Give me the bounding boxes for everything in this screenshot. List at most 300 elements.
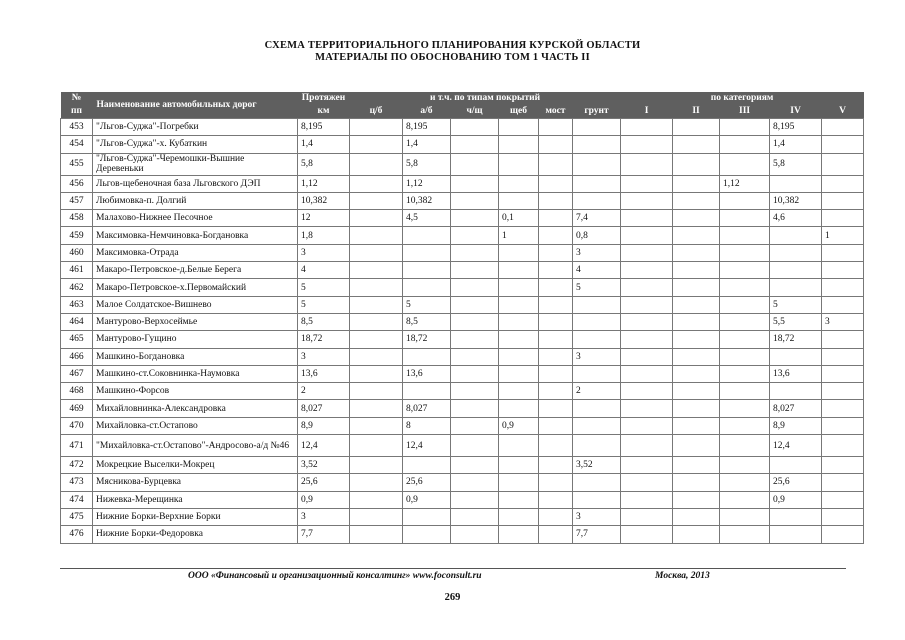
cat-3-cell bbox=[720, 526, 770, 543]
length-km-cell: 8,5 bbox=[298, 313, 350, 330]
most-cell bbox=[539, 383, 573, 400]
cat-4-cell bbox=[770, 262, 822, 279]
chc-cell bbox=[451, 227, 499, 244]
shcheb-cell bbox=[499, 175, 539, 192]
cat-3-cell bbox=[720, 417, 770, 434]
cb-cell bbox=[350, 119, 403, 136]
ab-cell: 12,4 bbox=[403, 435, 451, 457]
chc-cell bbox=[451, 331, 499, 348]
header-cat-4: IV bbox=[770, 105, 822, 119]
cat-1-cell bbox=[621, 296, 673, 313]
shcheb-cell bbox=[499, 526, 539, 543]
grunt-cell bbox=[573, 365, 621, 382]
chc-cell bbox=[451, 262, 499, 279]
shcheb-cell bbox=[499, 296, 539, 313]
cat-4-cell: 10,382 bbox=[770, 192, 822, 209]
length-km-cell: 7,7 bbox=[298, 526, 350, 543]
cat-2-cell bbox=[673, 279, 720, 296]
most-cell bbox=[539, 279, 573, 296]
cat-4-cell: 1,4 bbox=[770, 136, 822, 153]
chc-cell bbox=[451, 296, 499, 313]
road-name-cell: Машкино-Форсов bbox=[93, 383, 298, 400]
cat-1-cell bbox=[621, 279, 673, 296]
cat-3-cell bbox=[720, 435, 770, 457]
most-cell bbox=[539, 227, 573, 244]
cb-cell bbox=[350, 192, 403, 209]
cat-5-cell bbox=[822, 262, 864, 279]
ab-cell: 0,9 bbox=[403, 491, 451, 508]
cat-2-cell bbox=[673, 400, 720, 417]
cat-4-cell: 18,72 bbox=[770, 331, 822, 348]
cb-cell bbox=[350, 435, 403, 457]
table-row bbox=[61, 313, 864, 330]
road-name-cell: Любимовка-п. Долгий bbox=[93, 192, 298, 209]
length-km-cell: 2 bbox=[298, 383, 350, 400]
ab-cell bbox=[403, 279, 451, 296]
row-num-cell: 456 bbox=[61, 175, 93, 192]
ab-cell: 18,72 bbox=[403, 331, 451, 348]
table-row bbox=[61, 153, 864, 175]
cat-1-cell bbox=[621, 348, 673, 365]
shcheb-cell bbox=[499, 457, 539, 474]
most-cell bbox=[539, 313, 573, 330]
chc-cell bbox=[451, 279, 499, 296]
footer-divider bbox=[60, 568, 846, 569]
header-surface-group: и т.ч. по типам покрытий bbox=[350, 92, 621, 105]
cat-5-cell bbox=[822, 153, 864, 175]
cat-2-cell bbox=[673, 136, 720, 153]
cat-3-cell bbox=[720, 348, 770, 365]
shcheb-cell bbox=[499, 491, 539, 508]
chc-cell bbox=[451, 192, 499, 209]
road-name-cell: Мантурово-Гущино bbox=[93, 331, 298, 348]
chc-cell bbox=[451, 491, 499, 508]
grunt-cell: 3,52 bbox=[573, 457, 621, 474]
chc-cell bbox=[451, 526, 499, 543]
ab-cell: 8,027 bbox=[403, 400, 451, 417]
cat-4-cell: 5,8 bbox=[770, 153, 822, 175]
ab-cell: 8,195 bbox=[403, 119, 451, 136]
table-row bbox=[61, 331, 864, 348]
grunt-cell bbox=[573, 119, 621, 136]
grunt-cell: 5 bbox=[573, 279, 621, 296]
road-name-cell: Машкино-Богдановка bbox=[93, 348, 298, 365]
cb-cell bbox=[350, 365, 403, 382]
grunt-cell bbox=[573, 136, 621, 153]
ab-cell bbox=[403, 383, 451, 400]
cat-4-cell: 0,9 bbox=[770, 491, 822, 508]
length-km-cell: 13,6 bbox=[298, 365, 350, 382]
shcheb-cell: 0,9 bbox=[499, 417, 539, 434]
table-row bbox=[61, 457, 864, 474]
length-km-cell: 0,9 bbox=[298, 491, 350, 508]
cat-3-cell bbox=[720, 383, 770, 400]
cat-4-cell: 5 bbox=[770, 296, 822, 313]
header-cb: ц/б bbox=[350, 105, 403, 119]
cat-2-cell bbox=[673, 331, 720, 348]
most-cell bbox=[539, 491, 573, 508]
cb-cell bbox=[350, 417, 403, 434]
ab-cell: 8,5 bbox=[403, 313, 451, 330]
cb-cell bbox=[350, 136, 403, 153]
road-name-cell: Нижние Борки-Федоровка bbox=[93, 526, 298, 543]
cat-4-cell: 8,195 bbox=[770, 119, 822, 136]
most-cell bbox=[539, 175, 573, 192]
header-cat-3: III bbox=[720, 105, 770, 119]
row-num-cell: 453 bbox=[61, 119, 93, 136]
table-row bbox=[61, 279, 864, 296]
most-cell bbox=[539, 417, 573, 434]
chc-cell bbox=[451, 136, 499, 153]
cat-2-cell bbox=[673, 153, 720, 175]
cat-2-cell bbox=[673, 365, 720, 382]
cat-4-cell: 4,6 bbox=[770, 210, 822, 227]
chc-cell bbox=[451, 210, 499, 227]
length-km-cell: 25,6 bbox=[298, 474, 350, 491]
cat-2-cell bbox=[673, 210, 720, 227]
table-row bbox=[61, 136, 864, 153]
cat-2-cell bbox=[673, 457, 720, 474]
cat-3-cell bbox=[720, 365, 770, 382]
cat-2-cell bbox=[673, 227, 720, 244]
cat-5-cell bbox=[822, 474, 864, 491]
cb-cell bbox=[350, 457, 403, 474]
cat-1-cell bbox=[621, 365, 673, 382]
chc-cell bbox=[451, 474, 499, 491]
cat-5-cell bbox=[822, 175, 864, 192]
cat-4-cell bbox=[770, 508, 822, 525]
most-cell bbox=[539, 119, 573, 136]
ab-cell: 13,6 bbox=[403, 365, 451, 382]
road-name-cell: Михайловка-ст.Остапово bbox=[93, 417, 298, 434]
cat-1-cell bbox=[621, 526, 673, 543]
road-name-cell: Малахово-Нижнее Песочное bbox=[93, 210, 298, 227]
header-road-name: Наименование автомобильных дорог bbox=[93, 92, 298, 119]
cat-3-cell bbox=[720, 474, 770, 491]
grunt-cell bbox=[573, 192, 621, 209]
cat-5-cell bbox=[822, 279, 864, 296]
table-row bbox=[61, 435, 864, 457]
length-km-cell: 3 bbox=[298, 348, 350, 365]
cat-4-cell bbox=[770, 244, 822, 261]
grunt-cell bbox=[573, 296, 621, 313]
grunt-cell: 7,7 bbox=[573, 526, 621, 543]
table-row bbox=[61, 119, 864, 136]
grunt-cell: 3 bbox=[573, 244, 621, 261]
grunt-cell bbox=[573, 435, 621, 457]
header-chc: ч/щ bbox=[451, 105, 499, 119]
ab-cell bbox=[403, 508, 451, 525]
grunt-cell: 7,4 bbox=[573, 210, 621, 227]
most-cell bbox=[539, 210, 573, 227]
row-num-cell: 467 bbox=[61, 365, 93, 382]
shcheb-cell bbox=[499, 508, 539, 525]
grunt-cell: 4 bbox=[573, 262, 621, 279]
grunt-cell bbox=[573, 313, 621, 330]
row-num-cell: 476 bbox=[61, 526, 93, 543]
grunt-cell: 0,8 bbox=[573, 227, 621, 244]
header-cat-2: II bbox=[673, 105, 720, 119]
grunt-cell: 3 bbox=[573, 348, 621, 365]
ab-cell: 8 bbox=[403, 417, 451, 434]
row-num-cell: 464 bbox=[61, 313, 93, 330]
chc-cell bbox=[451, 175, 499, 192]
chc-cell bbox=[451, 508, 499, 525]
table-row bbox=[61, 175, 864, 192]
cat-3-cell bbox=[720, 262, 770, 279]
cb-cell bbox=[350, 400, 403, 417]
cb-cell bbox=[350, 508, 403, 525]
cat-3-cell bbox=[720, 227, 770, 244]
road-name-cell: Машкино-ст.Соковнинка-Наумовка bbox=[93, 365, 298, 382]
row-num-cell: 462 bbox=[61, 279, 93, 296]
row-num-cell: 465 bbox=[61, 331, 93, 348]
cat-4-cell bbox=[770, 348, 822, 365]
grunt-cell: 2 bbox=[573, 383, 621, 400]
shcheb-cell bbox=[499, 400, 539, 417]
length-km-cell: 8,027 bbox=[298, 400, 350, 417]
cat-1-cell bbox=[621, 136, 673, 153]
header-cat-1: I bbox=[621, 105, 673, 119]
cat-4-cell bbox=[770, 526, 822, 543]
most-cell bbox=[539, 153, 573, 175]
grunt-cell bbox=[573, 153, 621, 175]
cat-4-cell bbox=[770, 227, 822, 244]
cb-cell bbox=[350, 175, 403, 192]
ab-cell bbox=[403, 244, 451, 261]
cat-4-cell: 8,9 bbox=[770, 417, 822, 434]
ab-cell: 5 bbox=[403, 296, 451, 313]
ab-cell bbox=[403, 457, 451, 474]
header-num: № bbox=[61, 92, 93, 105]
table-row bbox=[61, 491, 864, 508]
cat-3-cell bbox=[720, 400, 770, 417]
chc-cell bbox=[451, 383, 499, 400]
cb-cell bbox=[350, 227, 403, 244]
length-km-cell: 12,4 bbox=[298, 435, 350, 457]
most-cell bbox=[539, 262, 573, 279]
cat-4-cell: 5,5 bbox=[770, 313, 822, 330]
cb-cell bbox=[350, 526, 403, 543]
most-cell bbox=[539, 136, 573, 153]
most-cell bbox=[539, 365, 573, 382]
ab-cell bbox=[403, 348, 451, 365]
cat-5-cell bbox=[822, 417, 864, 434]
cat-5-cell bbox=[822, 136, 864, 153]
shcheb-cell bbox=[499, 348, 539, 365]
cat-5-cell bbox=[822, 119, 864, 136]
length-km-cell: 1,8 bbox=[298, 227, 350, 244]
cat-1-cell bbox=[621, 400, 673, 417]
chc-cell bbox=[451, 348, 499, 365]
grunt-cell bbox=[573, 474, 621, 491]
row-num-cell: 460 bbox=[61, 244, 93, 261]
length-km-cell: 1,4 bbox=[298, 136, 350, 153]
length-km-cell: 3 bbox=[298, 508, 350, 525]
cat-2-cell bbox=[673, 491, 720, 508]
cat-5-cell bbox=[822, 244, 864, 261]
cat-3-cell bbox=[720, 136, 770, 153]
most-cell bbox=[539, 244, 573, 261]
table-row bbox=[61, 210, 864, 227]
cat-2-cell bbox=[673, 119, 720, 136]
shcheb-cell bbox=[499, 365, 539, 382]
cb-cell bbox=[350, 491, 403, 508]
cat-3-cell bbox=[720, 331, 770, 348]
cat-3-cell bbox=[720, 296, 770, 313]
length-km-cell: 10,382 bbox=[298, 192, 350, 209]
cat-2-cell bbox=[673, 262, 720, 279]
row-num-cell: 457 bbox=[61, 192, 93, 209]
cat-5-cell bbox=[822, 383, 864, 400]
table-row bbox=[61, 365, 864, 382]
cat-1-cell bbox=[621, 227, 673, 244]
cat-2-cell bbox=[673, 296, 720, 313]
cat-2-cell bbox=[673, 435, 720, 457]
header-category-group: по категориям bbox=[621, 92, 864, 105]
length-km-cell: 5 bbox=[298, 296, 350, 313]
cat-5-cell bbox=[822, 192, 864, 209]
road-name-cell: Максимовка-Отрада bbox=[93, 244, 298, 261]
grunt-cell bbox=[573, 175, 621, 192]
cat-2-cell bbox=[673, 474, 720, 491]
cb-cell bbox=[350, 383, 403, 400]
ab-cell: 5,8 bbox=[403, 153, 451, 175]
cb-cell bbox=[350, 313, 403, 330]
cat-2-cell bbox=[673, 417, 720, 434]
chc-cell bbox=[451, 365, 499, 382]
cat-5-cell: 1 bbox=[822, 227, 864, 244]
chc-cell bbox=[451, 417, 499, 434]
header-row-1 bbox=[61, 92, 864, 105]
cat-1-cell bbox=[621, 153, 673, 175]
cat-2-cell bbox=[673, 508, 720, 525]
cat-5-cell: 3 bbox=[822, 313, 864, 330]
cat-4-cell: 8,027 bbox=[770, 400, 822, 417]
cat-3-cell bbox=[720, 491, 770, 508]
cb-cell bbox=[350, 331, 403, 348]
shcheb-cell bbox=[499, 153, 539, 175]
ab-cell: 1,12 bbox=[403, 175, 451, 192]
row-num-cell: 455 bbox=[61, 153, 93, 175]
road-name-cell: Мантурово-Верхосеймье bbox=[93, 313, 298, 330]
row-num-cell: 470 bbox=[61, 417, 93, 434]
cat-1-cell bbox=[621, 457, 673, 474]
cat-3-cell bbox=[720, 192, 770, 209]
cat-1-cell bbox=[621, 383, 673, 400]
header-shcheb: щеб bbox=[499, 105, 539, 119]
row-num-cell: 475 bbox=[61, 508, 93, 525]
shcheb-cell bbox=[499, 331, 539, 348]
road-name-cell: "Льгов-Суджа"-х. Кубаткин bbox=[93, 136, 298, 153]
most-cell bbox=[539, 526, 573, 543]
shcheb-cell bbox=[499, 279, 539, 296]
cat-1-cell bbox=[621, 210, 673, 227]
cat-1-cell bbox=[621, 491, 673, 508]
grunt-cell bbox=[573, 400, 621, 417]
page-number: 269 bbox=[444, 592, 461, 603]
table-row bbox=[61, 474, 864, 491]
most-cell bbox=[539, 508, 573, 525]
cat-5-cell bbox=[822, 508, 864, 525]
cat-2-cell bbox=[673, 175, 720, 192]
chc-cell bbox=[451, 435, 499, 457]
cat-3-cell bbox=[720, 457, 770, 474]
ab-cell bbox=[403, 227, 451, 244]
cat-1-cell bbox=[621, 508, 673, 525]
cat-5-cell bbox=[822, 435, 864, 457]
cat-5-cell bbox=[822, 210, 864, 227]
most-cell bbox=[539, 348, 573, 365]
cat-3-cell bbox=[720, 313, 770, 330]
grunt-cell bbox=[573, 491, 621, 508]
cat-4-cell bbox=[770, 457, 822, 474]
grunt-cell bbox=[573, 331, 621, 348]
road-name-cell: Льгов-щебеночная база Льговского ДЭП bbox=[93, 175, 298, 192]
shcheb-cell bbox=[499, 435, 539, 457]
grunt-cell bbox=[573, 417, 621, 434]
length-km-cell: 8,9 bbox=[298, 417, 350, 434]
cat-4-cell bbox=[770, 279, 822, 296]
length-km-cell: 8,195 bbox=[298, 119, 350, 136]
most-cell bbox=[539, 192, 573, 209]
header-cat-5: V bbox=[822, 105, 864, 119]
ab-cell bbox=[403, 526, 451, 543]
cat-4-cell: 12,4 bbox=[770, 435, 822, 457]
cat-3-cell bbox=[720, 210, 770, 227]
cb-cell bbox=[350, 210, 403, 227]
road-name-cell: "Льгов-Суджа"-Погребки bbox=[93, 119, 298, 136]
table-row bbox=[61, 348, 864, 365]
cat-5-cell bbox=[822, 491, 864, 508]
row-num-cell: 463 bbox=[61, 296, 93, 313]
header-km: км bbox=[298, 105, 350, 119]
cat-3-cell bbox=[720, 244, 770, 261]
road-name-cell: "Льгов-Суджа"-Черемошки-Вышние Деревеньки bbox=[93, 153, 298, 175]
cat-4-cell bbox=[770, 175, 822, 192]
cat-1-cell bbox=[621, 313, 673, 330]
cb-cell bbox=[350, 348, 403, 365]
cb-cell bbox=[350, 279, 403, 296]
chc-cell bbox=[451, 244, 499, 261]
road-name-cell: Нижние Борки-Верхние Борки bbox=[93, 508, 298, 525]
row-num-cell: 471 bbox=[61, 435, 93, 457]
footer-city: Москва, 2013 bbox=[655, 571, 710, 581]
ab-cell: 25,6 bbox=[403, 474, 451, 491]
cat-2-cell bbox=[673, 313, 720, 330]
cat-2-cell bbox=[673, 383, 720, 400]
cat-1-cell bbox=[621, 244, 673, 261]
row-num-cell: 458 bbox=[61, 210, 93, 227]
length-km-cell: 5,8 bbox=[298, 153, 350, 175]
length-km-cell: 12 bbox=[298, 210, 350, 227]
cb-cell bbox=[350, 153, 403, 175]
most-cell bbox=[539, 474, 573, 491]
length-km-cell: 5 bbox=[298, 279, 350, 296]
length-km-cell: 1,12 bbox=[298, 175, 350, 192]
cat-3-cell: 1,12 bbox=[720, 175, 770, 192]
chc-cell bbox=[451, 153, 499, 175]
shcheb-cell bbox=[499, 262, 539, 279]
table-row bbox=[61, 417, 864, 434]
cat-4-cell bbox=[770, 383, 822, 400]
most-cell bbox=[539, 331, 573, 348]
cat-1-cell bbox=[621, 474, 673, 491]
most-cell bbox=[539, 435, 573, 457]
length-km-cell: 3,52 bbox=[298, 457, 350, 474]
cat-4-cell: 13,6 bbox=[770, 365, 822, 382]
cb-cell bbox=[350, 262, 403, 279]
